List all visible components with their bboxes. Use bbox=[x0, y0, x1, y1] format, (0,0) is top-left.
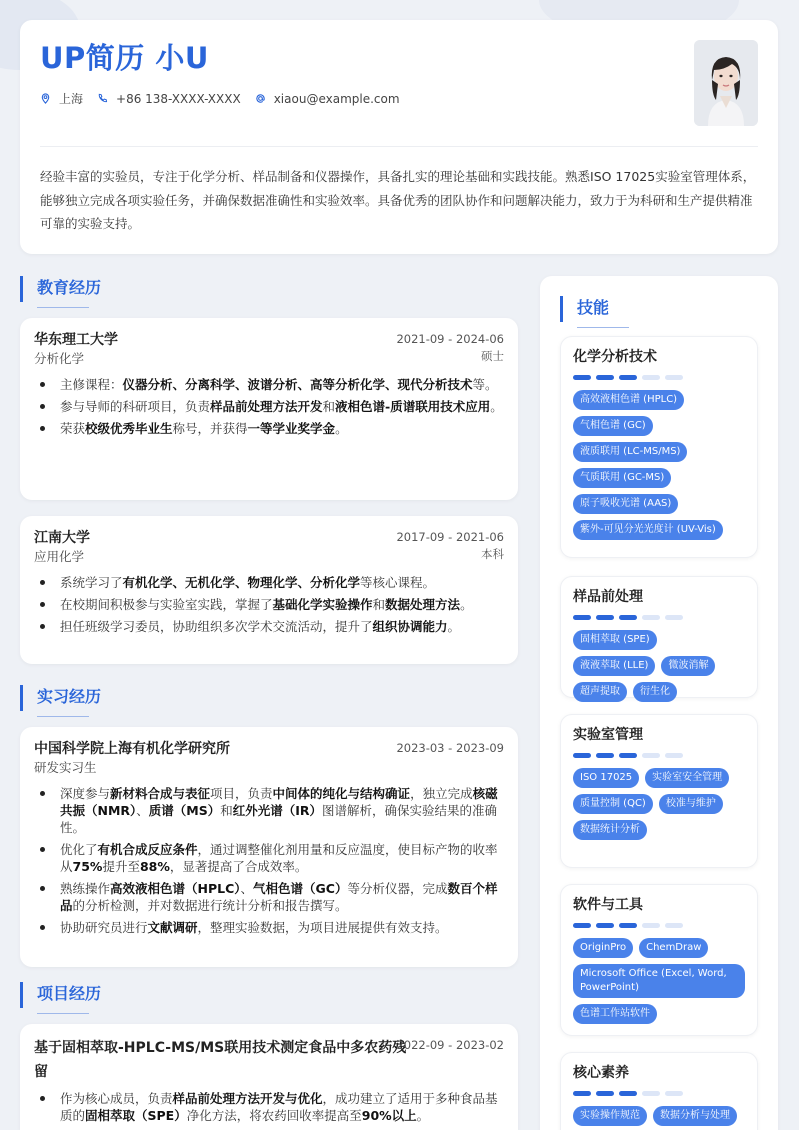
list-item: 协助研究员进行文献调研，整理实验数据，为项目进展提供有效支持。 bbox=[60, 919, 504, 936]
entry-header bbox=[34, 739, 504, 777]
list-item: 熟练操作高效液相色谱（HPLC）、气相色谱（GC）等分析仪器，完成数百个样品的分析检测，并对数据进行统计分析和报告撰写。 bbox=[60, 880, 504, 914]
section-title-internship bbox=[20, 685, 101, 711]
skill-card-5 bbox=[560, 1052, 758, 1130]
entry-bullets bbox=[34, 785, 504, 936]
list-item: 在校期间积极参与实验室实践，掌握了基础化学实验操作和数据处理方法。 bbox=[60, 596, 504, 613]
list-item: 主修课程：仪器分析、分离科学、波谱分析、高等分析化学、现代分析技术等。 bbox=[60, 376, 504, 393]
major: 应用化学 bbox=[34, 549, 85, 564]
list-item: 作为核心成员，负责样品前处理方法开发与优化，成功建立了适用于多种食品基质的固相萃取（SPE）净化方法，将农药回收率提高至90%以上。 bbox=[60, 1090, 504, 1124]
date-range: 2021-09 - 2024-06 bbox=[396, 332, 504, 346]
phone-icon bbox=[97, 93, 108, 104]
list-item: 深度参与新材料合成与表征项目，负责中间体的纯化与结构确证，独立完成核磁共振（NMR）、质谱（MS）和红外光谱（IR）图谱解析，确保实验结果的准确性。 bbox=[60, 785, 504, 836]
skill-tag: 气质联用 (GC-MS) bbox=[573, 468, 671, 488]
skill-tag: 超声提取 bbox=[573, 682, 627, 702]
skill-card-3 bbox=[560, 714, 758, 868]
section-title-text: 教育经历 bbox=[37, 278, 102, 297]
skill-tags bbox=[573, 390, 745, 540]
skill-name: 化学分析技术 bbox=[573, 349, 657, 365]
section-underline bbox=[37, 1013, 89, 1014]
skill-tag: 数据统计分析 bbox=[573, 820, 647, 840]
entry-bullets bbox=[34, 1090, 504, 1124]
section-underline bbox=[577, 327, 629, 328]
avatar-photo bbox=[694, 40, 758, 126]
skill-tag: 固相萃取 (SPE) bbox=[573, 630, 657, 650]
entry-bullets bbox=[34, 376, 504, 437]
level-dot bbox=[573, 753, 591, 758]
skill-tag: 校准与维护 bbox=[659, 794, 723, 814]
location-pin-icon bbox=[40, 93, 51, 104]
skill-tag: 数据分析与处理 bbox=[653, 1106, 737, 1126]
section-underline bbox=[37, 716, 89, 717]
skill-card-2 bbox=[560, 576, 758, 698]
section-title-skills bbox=[560, 296, 758, 322]
level-dot bbox=[596, 923, 614, 928]
skill-tag: 实验室安全管理 bbox=[645, 768, 729, 788]
level-dot bbox=[596, 1091, 614, 1096]
skill-tag: 紫外-可见分光光度计 (UV-Vis) bbox=[573, 520, 723, 540]
list-item: 优化了有机合成反应条件，通过调整催化剂用量和反应温度，使目标产物的收率从75%提升至88%，显著提高了合成效率。 bbox=[60, 841, 504, 875]
skill-card-1 bbox=[560, 336, 758, 558]
skill-level bbox=[573, 753, 745, 758]
skill-name: 样品前处理 bbox=[573, 589, 643, 605]
level-dot bbox=[573, 1091, 591, 1096]
entry-bullets bbox=[34, 574, 504, 635]
level-dot bbox=[596, 615, 614, 620]
level-dot bbox=[665, 375, 683, 380]
list-item: 荣获校级优秀毕业生称号，并获得一等学业奖学金。 bbox=[60, 420, 504, 437]
skill-tag: 液质联用 (LC-MS/MS) bbox=[573, 442, 687, 462]
skill-tags bbox=[573, 938, 745, 1024]
skill-level bbox=[573, 923, 745, 928]
list-item: 担任班级学习委员，协助组织多次学术交流活动，提升了组织协调能力。 bbox=[60, 618, 504, 635]
project-entry bbox=[20, 1024, 518, 1130]
level-dot bbox=[619, 375, 637, 380]
organization-name: 中国科学院上海有机化学研究所 bbox=[34, 741, 230, 757]
list-item: 参与导师的科研项目，负责样品前处理方法开发和液相色谱-质谱联用技术应用。 bbox=[60, 399, 503, 414]
level-dot bbox=[665, 615, 683, 620]
level-dot bbox=[573, 615, 591, 620]
skill-level bbox=[573, 1091, 745, 1096]
header-card bbox=[20, 20, 778, 254]
list-item: 系统学习了有机化学、无机化学、物理化学、分析化学等核心课程。 bbox=[60, 574, 504, 591]
level-dot bbox=[619, 1091, 637, 1096]
skill-tag: 微波消解 bbox=[661, 656, 715, 676]
contact-location bbox=[40, 90, 83, 107]
entry-header bbox=[34, 528, 504, 566]
section-title-project bbox=[20, 982, 101, 1008]
skills-panel bbox=[540, 276, 778, 1130]
level-dot bbox=[665, 753, 683, 758]
phone-text: +86 138-XXXX-XXXX bbox=[116, 91, 241, 106]
degree: 本科 bbox=[481, 547, 504, 561]
skill-name: 核心素养 bbox=[573, 1065, 629, 1081]
skill-tag: 衍生化 bbox=[633, 682, 677, 702]
entry-header bbox=[34, 330, 504, 368]
skill-tag: 液液萃取 (LLE) bbox=[573, 656, 655, 676]
entry-date bbox=[396, 528, 504, 562]
profile-summary: 经验丰富的实验员，专注于化学分析、样品制备和仪器操作，具备扎实的理论基础和实践技能。熟悉ISO 17025实验室管理体系，能够独立完成各项实验任务，并确保数据准确性和实验效率。具备优秀的团队协作和问题解决能力，致力于为科研和生产提供精准可靠的实验支持。 bbox=[40, 169, 756, 231]
level-dot bbox=[619, 753, 637, 758]
section-title-text: 技能 bbox=[577, 298, 610, 317]
internship-entry bbox=[20, 727, 518, 967]
section-title-text: 项目经历 bbox=[37, 984, 102, 1003]
degree: 硕士 bbox=[481, 349, 504, 363]
skill-name: 软件与工具 bbox=[573, 897, 643, 913]
project-title: 基于固相萃取-HPLC-MS/MS联用技术测定食品中多农药残留 bbox=[34, 1040, 407, 1080]
location-text: 上海 bbox=[59, 92, 84, 106]
date-range: 2022-09 - 2023-02 bbox=[396, 1038, 504, 1052]
level-dot bbox=[642, 753, 660, 758]
skill-level bbox=[573, 375, 745, 380]
skill-tag: 原子吸收光谱 (AAS) bbox=[573, 494, 678, 514]
level-dot bbox=[596, 375, 614, 380]
contact-row bbox=[40, 90, 758, 107]
candidate-name: UP简历 小U bbox=[40, 41, 209, 75]
major: 分析化学 bbox=[34, 351, 85, 366]
header-divider bbox=[40, 146, 758, 147]
school-name: 江南大学 bbox=[34, 530, 90, 546]
level-dot bbox=[642, 615, 660, 620]
skill-tag: OriginPro bbox=[573, 938, 633, 958]
level-dot bbox=[665, 923, 683, 928]
skill-tags bbox=[573, 768, 745, 840]
education-entry-2 bbox=[20, 516, 518, 664]
section-title-text: 实习经历 bbox=[37, 687, 102, 706]
level-dot bbox=[573, 923, 591, 928]
level-dot bbox=[596, 753, 614, 758]
skill-tags bbox=[573, 630, 745, 702]
skill-tags bbox=[573, 1106, 745, 1126]
level-dot bbox=[619, 615, 637, 620]
entry-date bbox=[396, 330, 504, 364]
at-icon bbox=[255, 93, 266, 104]
school-name: 华东理工大学 bbox=[34, 332, 118, 348]
skill-card-4 bbox=[560, 884, 758, 1036]
skill-tag: 高效液相色谱 (HPLC) bbox=[573, 390, 684, 410]
skill-tag: ChemDraw bbox=[639, 938, 708, 958]
level-dot bbox=[642, 1091, 660, 1096]
skill-tag: 气相色谱 (GC) bbox=[573, 416, 653, 436]
level-dot bbox=[573, 375, 591, 380]
section-underline bbox=[37, 307, 89, 308]
level-dot bbox=[642, 923, 660, 928]
date-range: 2017-09 - 2021-06 bbox=[396, 530, 504, 544]
contact-phone bbox=[97, 92, 241, 106]
skill-tag: 实验操作规范 bbox=[573, 1106, 647, 1126]
skill-level bbox=[573, 615, 745, 620]
date-range: 2023-03 - 2023-09 bbox=[396, 741, 504, 755]
skill-tag: 色谱工作站软件 bbox=[573, 1004, 657, 1024]
contact-email bbox=[255, 92, 400, 106]
level-dot bbox=[619, 923, 637, 928]
level-dot bbox=[642, 375, 660, 380]
education-entry-1 bbox=[20, 318, 518, 500]
entry-header bbox=[34, 1036, 504, 1084]
skill-tag: ISO 17025 bbox=[573, 768, 639, 788]
skill-name: 实验室管理 bbox=[573, 727, 643, 743]
skill-tag: Microsoft Office (Excel, Word, PowerPoint) bbox=[573, 964, 745, 998]
section-title-education bbox=[20, 276, 101, 302]
skill-tag: 质量控制 (QC) bbox=[573, 794, 653, 814]
role: 研发实习生 bbox=[34, 760, 97, 775]
email-text: xiaou@example.com bbox=[273, 91, 400, 106]
level-dot bbox=[665, 1091, 683, 1096]
